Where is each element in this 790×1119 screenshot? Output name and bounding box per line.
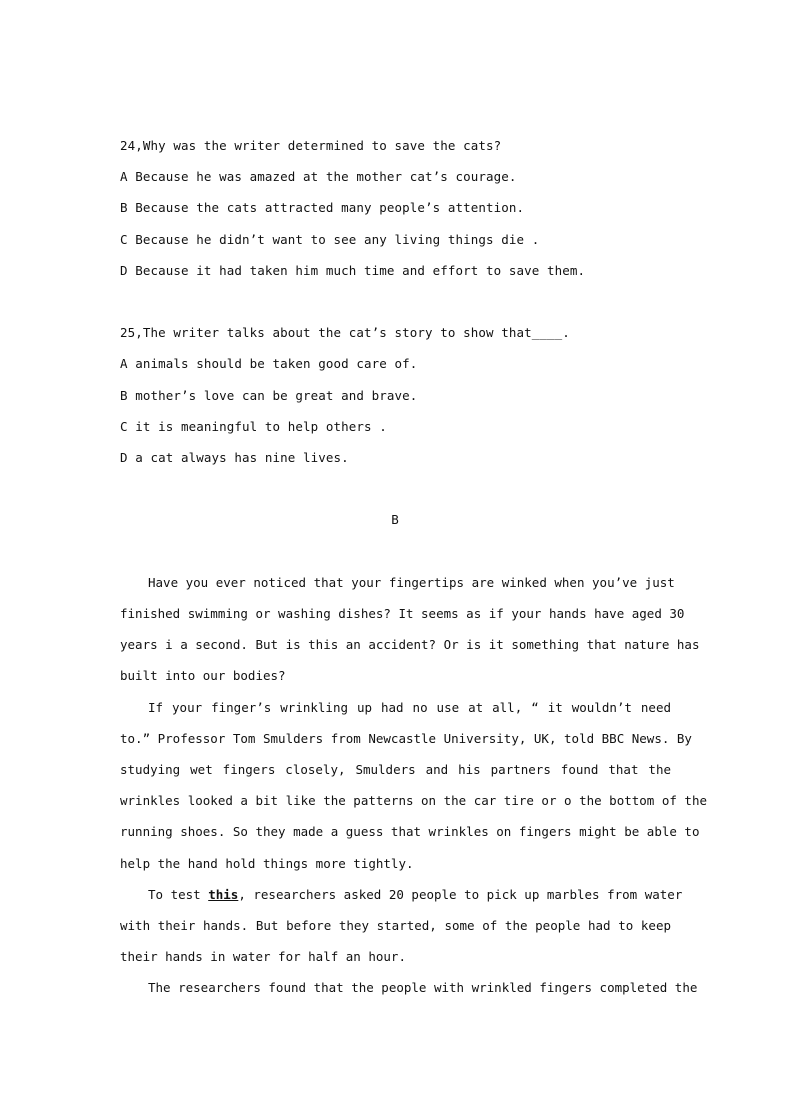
paragraph-2-line: to.” Professor Tom Smulders from Newcastle University, UK, told BBC News. By xyxy=(120,731,692,746)
paragraph-3-prefix: To test xyxy=(148,887,209,902)
paragraph-3-line xyxy=(148,887,683,903)
paragraph-1-line: years i a second. But is this an accident? Or is it something that nature has xyxy=(120,637,700,652)
paragraph-2-line: help the hand hold things more tightly. xyxy=(120,856,414,871)
q24-option-d: D Because it had taken him much time and effort to save them. xyxy=(120,263,586,278)
q25-option-c: C it is meaningful to help others . xyxy=(120,419,387,434)
q25-option-b: B mother’s love can be great and brave. xyxy=(120,388,418,403)
paragraph-2-line: running shoes. So they made a guess that wrinkles on fingers might be able to xyxy=(120,824,700,839)
paragraph-3-suffix: , researchers asked 20 people to pick up marbles from water xyxy=(238,887,683,902)
section-heading: B xyxy=(391,512,399,527)
q25-option-a: A animals should be taken good care of. xyxy=(120,356,418,371)
q25-option-d: D a cat always has nine lives. xyxy=(120,450,349,465)
paragraph-1-line: built into our bodies? xyxy=(120,668,286,683)
q24-option-a: A Because he was amazed at the mother cat’s courage. xyxy=(120,169,517,184)
paragraph-3-line: with their hands. But before they started, some of the people had to keep xyxy=(120,918,671,933)
paragraph-2-line: studying wet fingers closely, Smulders and his partners found that the xyxy=(120,762,671,777)
paragraph-2-line: If your finger’s wrinkling up had no use at all, “ it wouldn’t need xyxy=(148,700,671,715)
paragraph-3-line: their hands in water for half an hour. xyxy=(120,949,406,964)
question-24: 24,Why was the writer determined to save the cats? xyxy=(120,138,502,153)
underlined-word: this xyxy=(208,887,239,902)
q24-option-b: B Because the cats attracted many people’s attention. xyxy=(120,200,525,215)
paragraph-1-line: finished swimming or washing dishes? It seems as if your hands have aged 30 xyxy=(120,606,685,621)
paragraph-1-line: Have you ever noticed that your fingertips are winked when you’ve just xyxy=(148,575,675,590)
question-25: 25,The writer talks about the cat’s story to show that____. xyxy=(120,325,570,340)
q24-option-c: C Because he didn’t want to see any living things die . xyxy=(120,232,540,247)
paragraph-4-line: The researchers found that the people with wrinkled fingers completed the xyxy=(148,980,698,995)
paragraph-2-line: wrinkles looked a bit like the patterns on the car tire or o the bottom of the xyxy=(120,793,707,808)
